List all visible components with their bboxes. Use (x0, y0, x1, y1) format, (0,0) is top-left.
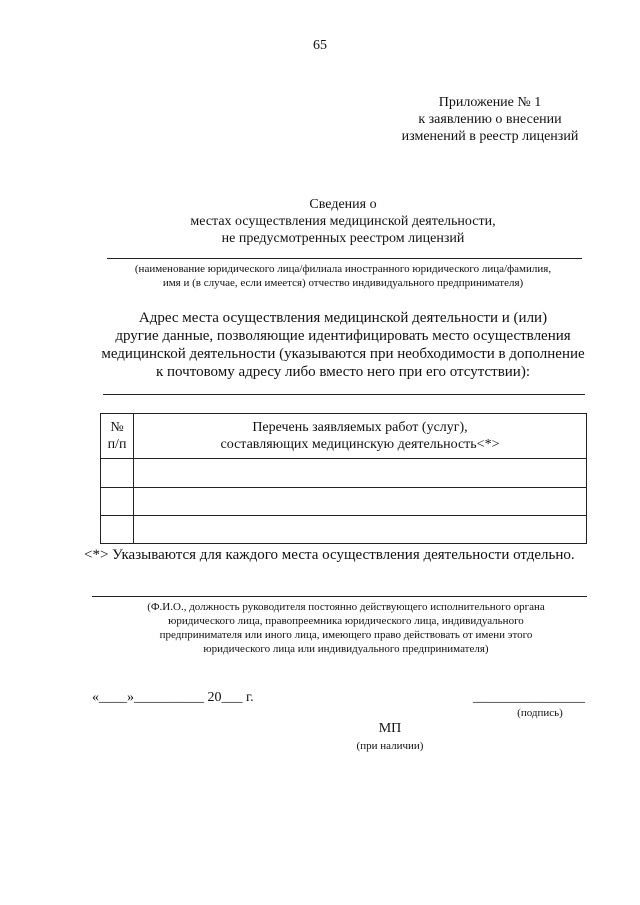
person-caption-line-3: предпринимателя или иного лица, имеющего право действовать от имени этого (159, 629, 533, 641)
title-line-1: Сведения о (309, 197, 377, 212)
works-table (100, 413, 587, 544)
footnote: <*> Указываются для каждого места осуществления деятельности отдельно. (84, 547, 575, 563)
person-caption (86, 600, 606, 656)
date-field[interactable]: «____»__________ 20___ г. (92, 690, 254, 705)
table-row (101, 516, 587, 544)
title-line-2: местах осуществления медицинской деятельности, (190, 214, 496, 229)
address-line-4: к почтовому адресу либо вместо него при его отсутствии): (155, 364, 530, 380)
header-number-line-2: п/п (107, 437, 127, 452)
table-row (101, 459, 587, 488)
appendix-header (380, 94, 600, 145)
person-caption-line-1: (Ф.И.О., должность руководителя постоянно действующего исполнительного органа (147, 601, 545, 613)
row-works-cell[interactable] (134, 516, 587, 544)
row-number-cell[interactable] (101, 459, 134, 488)
header-works-cell (134, 414, 587, 459)
person-caption-line-4: юридического лица или индивидуального предпринимателя) (203, 643, 489, 655)
address-instructions (80, 309, 606, 381)
entity-caption-line-1: (наименование юридического лица/филиала иностранного юридического лица/фамилия, (134, 263, 552, 275)
document-title (100, 196, 586, 247)
appendix-line-1: Приложение № 1 (438, 95, 542, 110)
header-number-line-1: № (110, 420, 124, 435)
row-number-cell[interactable] (101, 488, 134, 516)
entity-name-field-line[interactable] (107, 258, 582, 259)
table-header-row (101, 414, 587, 459)
title-line-3: не предусмотренных реестром лицензий (221, 231, 465, 246)
header-works-line-2: составляющих медицинскую деятельность<*> (220, 437, 500, 452)
row-works-cell[interactable] (134, 459, 587, 488)
appendix-line-3: изменений в реестр лицензий (401, 129, 579, 144)
appendix-line-2: к заявлению о внесении (418, 112, 562, 127)
person-field-line[interactable] (92, 596, 587, 597)
address-line-2: другие данные, позволяющие идентифицировать место осуществления (115, 328, 571, 344)
row-works-cell[interactable] (134, 488, 587, 516)
entity-caption-line-2: имя и (в случае, если имеется) отчество индивидуального предпринимателя) (162, 277, 524, 289)
stamp-label: МП (378, 721, 402, 736)
table-row (101, 488, 587, 516)
entity-caption (80, 262, 606, 290)
address-line-3: медицинской деятельности (указываются при необходимости в дополнение (101, 346, 585, 362)
row-number-cell[interactable] (101, 516, 134, 544)
person-caption-line-2: юридического лица, правопреемника юридического лица, индивидуального (168, 615, 524, 627)
address-line-1: Адрес места осуществления медицинской деятельности и (или) (138, 310, 548, 326)
signature-field[interactable]: ________________ (473, 690, 585, 705)
page-number: 65 (313, 38, 327, 53)
header-works-line-1: Перечень заявляемых работ (услуг), (252, 420, 468, 435)
stamp-caption: (при наличии) (356, 740, 424, 752)
address-field-line[interactable] (103, 394, 585, 395)
signature-caption: (подпись) (517, 707, 563, 719)
header-number-cell (101, 414, 134, 459)
